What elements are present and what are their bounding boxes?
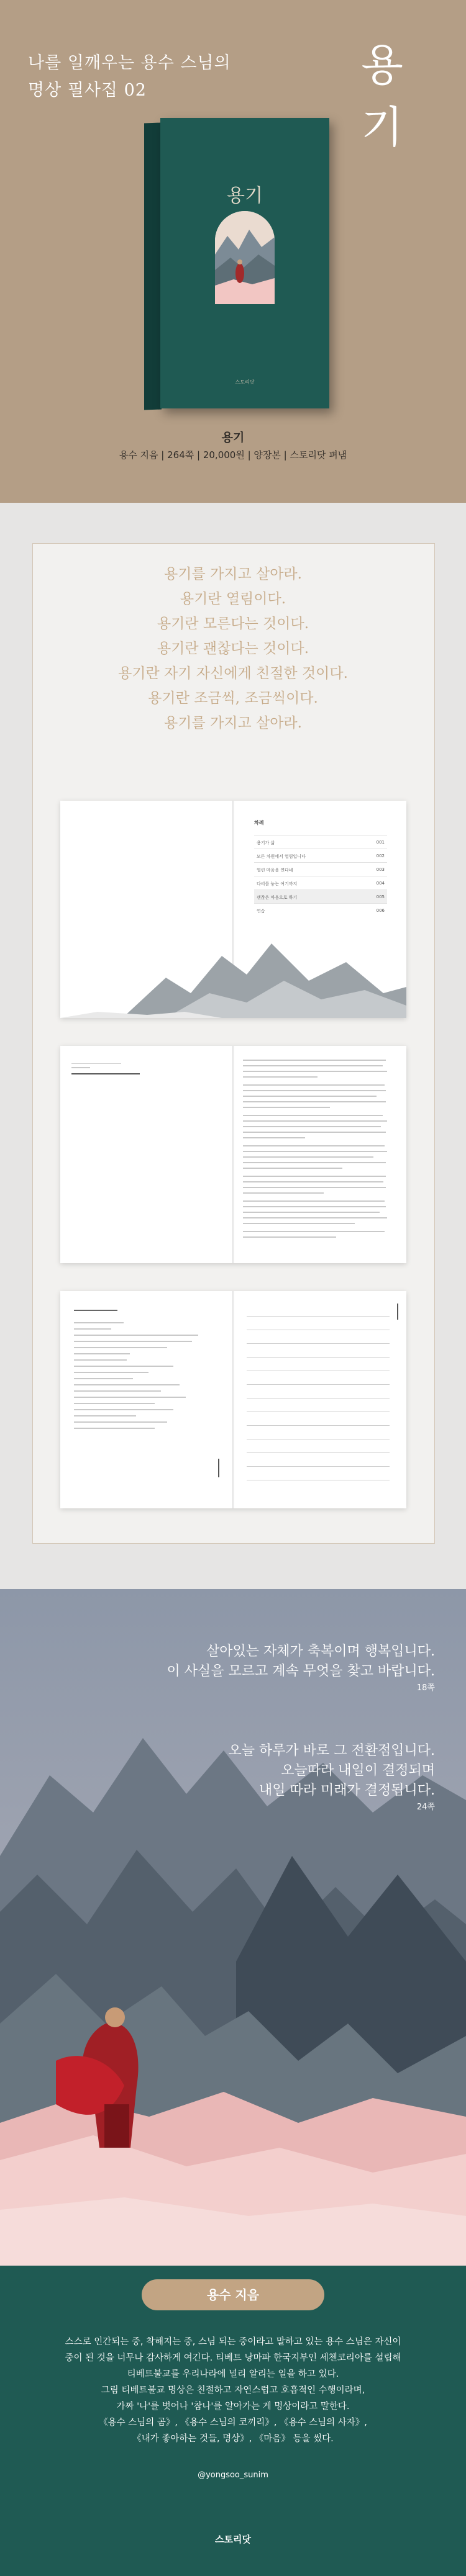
book-spine [144,123,162,410]
quote-1 [167,1642,436,1695]
author-bio [25,2334,441,2447]
quote-2 [229,1741,436,1814]
toc-row-number: 005 [376,894,385,899]
toc-row-number: 006 [376,908,385,913]
toc-row-number: 002 [376,853,385,858]
monk-head [105,2007,125,2027]
book-meta: 용수 지음 | 264쪽 | 20,000원 | 양장본 | 스토리닷 펴냄 [119,449,347,461]
page-spread-text [60,1046,406,1263]
hero-big-title: 용기 [361,40,403,153]
cover-title: 용기 [227,185,263,207]
bookmark-mark [218,1459,219,1477]
author-bio-line: 《내가 좋아하는 것들, 명상》, 《마음》 등을 썼다. [132,2434,334,2444]
toc-row-title: 용기가 삶 [257,840,275,845]
toc-row [254,849,387,863]
preview-section [0,503,466,1589]
toc-row-number: 003 [376,867,385,872]
toc-row [254,835,387,849]
quote-1-page: 18쪽 [416,1683,435,1693]
poem-page [60,1291,232,1508]
poem [32,562,434,736]
book-title: 용기 [221,431,245,444]
quote-1-line-2: 이 사실을 모르고 계속 무엇을 찾고 바랍니다. [167,1664,435,1679]
toc-mountain-illustration [60,919,406,1018]
poem-line: 용기란 괜찮다는 것이다. [157,641,309,657]
toc-row-title: 열린 마음을 연다네 [257,868,293,873]
hero-subtitle-line-1: 나를 일깨우는 용수 스님의 [28,53,231,73]
author-instagram[interactable]: @yongsoo_sunim [198,2470,268,2480]
page-spread-toc [60,801,406,1018]
toc-row-title: 연습 [257,909,265,914]
poem-line: 용기를 가지고 살아라. [164,715,302,731]
toc-row [254,862,387,876]
page-spread-writing [60,1291,406,1508]
toc-row-title: 다리를 놓는 여기까지 [257,881,298,886]
quote-2-line-3: 내일 따라 미래가 결정됩니다. [259,1783,435,1798]
toc-row-number: 001 [376,840,385,845]
toc-row-title: 괜찮은 마음으로 하기 [257,895,298,900]
toc-row [254,876,387,890]
author-bio-line: 중이 된 것을 너무나 감사하게 여긴다. 티베트 낭마파 한국지부인 세첸코리아를 설립해 [65,2353,401,2363]
quote-2-page: 24쪽 [416,1803,435,1812]
toc-row [254,903,387,917]
author-bio-line: 《용수 스님의 곰》, 《용수 스님의 코끼리》, 《용수 스님의 사자》, [99,2418,367,2428]
book-front-cover [160,118,329,408]
publisher-logo: 스토리닷 [215,2534,251,2545]
poem-line: 용기란 모른다는 것이다. [157,616,309,632]
quote-2-line-1: 오늘 하루가 바로 그 전환점입니다. [228,1743,435,1759]
author-badge: 용수 지음 [142,2279,324,2310]
author-bio-line: 가짜 '나'를 벗어나 '참나'를 알아가는 게 명상이라고 말한다. [116,2402,350,2412]
hero-subtitle [28,50,231,104]
writing-page [234,1291,406,1508]
chapter-title-page [60,1046,232,1263]
hero-subtitle-line-2: 명상 필사집 02 [28,81,147,100]
poem-line: 용기란 열림이다. [180,591,286,607]
author-bio-line: 스스로 인간되는 중, 착해지는 중, 스님 되는 중이라고 말하고 있는 용수 스님은 자신이 [65,2337,401,2347]
book-info [0,428,466,463]
toc-header: 차례 [254,820,264,826]
author-bio-line: 티베트불교를 우리나라에 널리 알리는 일을 하고 있다. [127,2369,339,2379]
bookmark-mark [397,1304,398,1320]
toc-row-title: 모든 차원에서 열림입니다 [257,854,306,859]
book-cover-image [144,118,331,410]
toc-row-number: 004 [376,881,385,886]
quote-2-line-2: 오늘따라 내일이 결정되며 [281,1763,435,1778]
poem-line: 용기란 조금씩, 조금씩이다. [148,690,318,706]
cover-illustration [215,211,275,304]
poem-line: 용기를 가지고 살아라. [164,566,302,582]
author-section [0,2266,466,2576]
quote-1-line-1: 살아있는 자체가 축복이며 행복입니다. [206,1644,435,1659]
illustration-section [0,1589,466,2266]
author-bio-line: 그림 티베트불교 명상은 친절하고 자연스럽고 호흡적인 수행이라며, [101,2385,365,2395]
poem-line: 용기란 자기 자신에게 친절한 것이다. [118,665,348,682]
body-text-page [234,1046,406,1263]
cover-publisher: 스토리닷 [235,379,255,385]
hero-section [0,0,466,503]
toc-row [254,889,387,904]
